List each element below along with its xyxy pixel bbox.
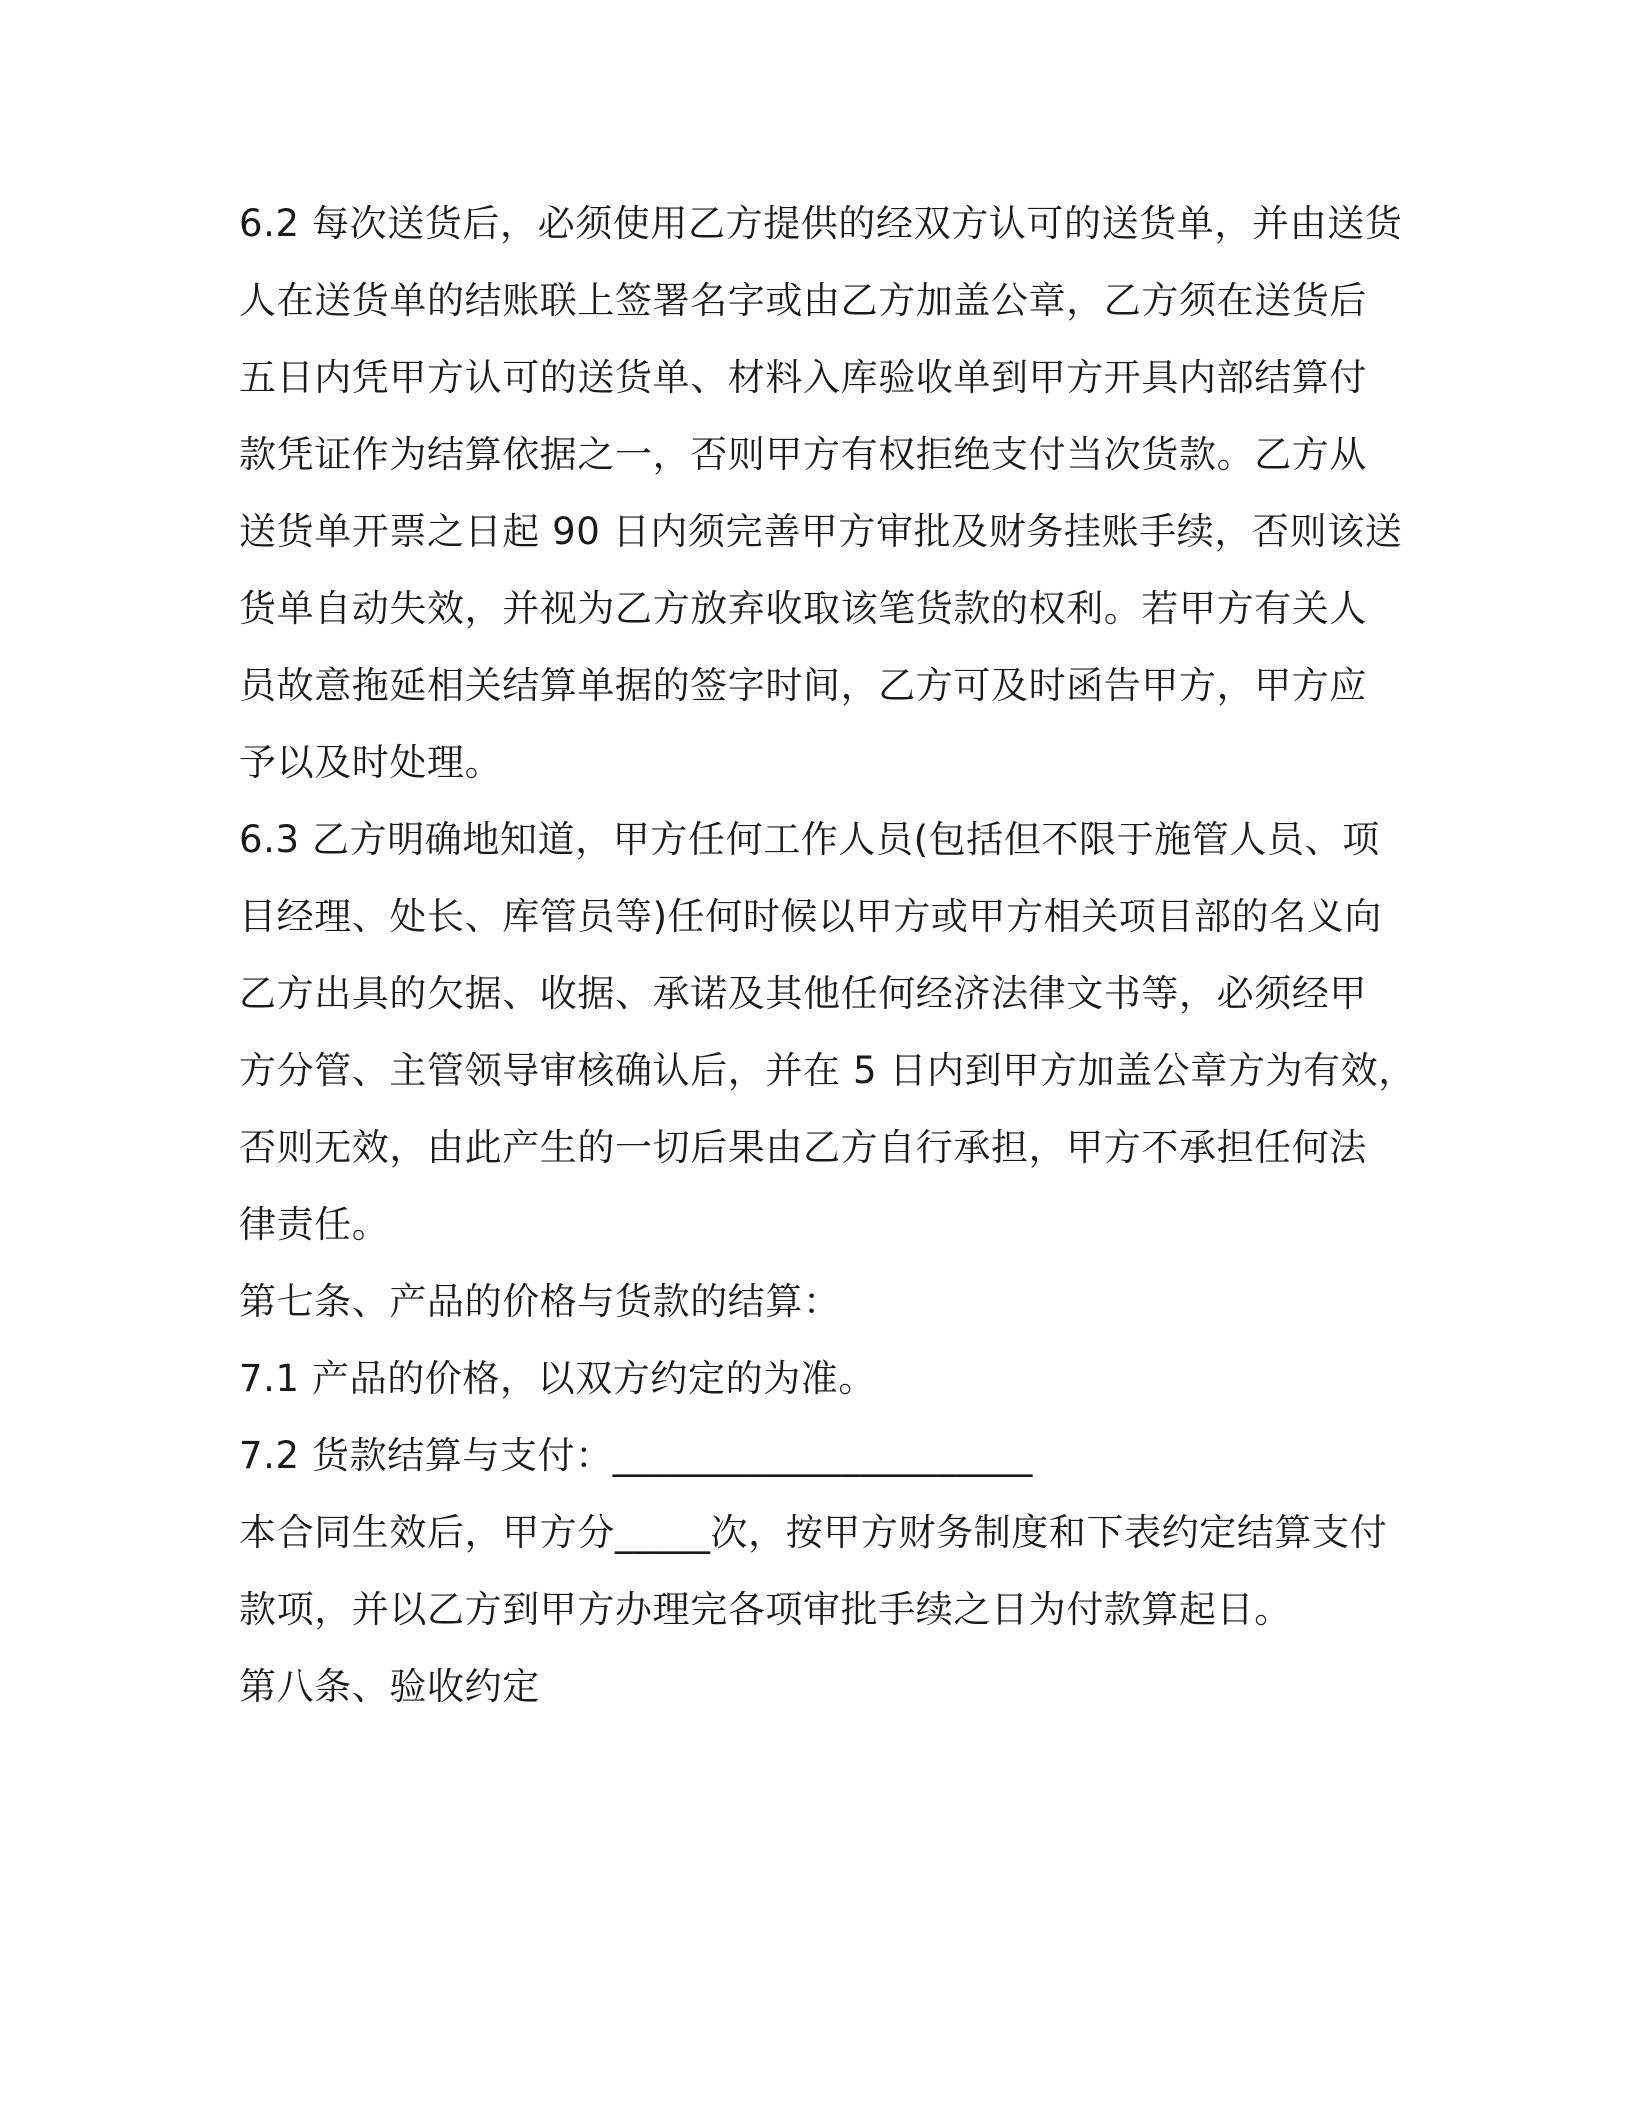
clause-6-2-line-4: 款凭证作为结算依据之一，否则甲方有权拒绝支付当次货款。乙方从 xyxy=(239,433,1367,476)
clause-6-3-line-6: 律责任。 xyxy=(239,1203,390,1246)
payment-terms-line-2: 款项，并以乙方到甲方办理完各项审批手续之日为付款算起日。 xyxy=(239,1588,1292,1631)
clause-6-3-line-3: 乙方出具的欠据、收据、承诺及其他任何经济法律文书等，必须经甲 xyxy=(239,972,1367,1015)
clause-6-2-line-6: 货单自动失效，并视为乙方放弃收取该笔货款的权利。若甲方有关人 xyxy=(239,587,1367,630)
clause-6-3-line-1: 6.3 乙方明确地知道，甲方任何工作人员(包括但不限于施管人员、项 xyxy=(239,818,1380,861)
document-body xyxy=(239,185,1416,1725)
clause-6-3-line-5: 否则无效，由此产生的一切后果由乙方自行承担，甲方不承担任何法 xyxy=(239,1126,1367,1169)
article-8-heading: 第八条、验收约定 xyxy=(239,1665,540,1708)
payment-terms-line-1: 本合同生效后，甲方分_____次，按甲方财务制度和下表约定结算支付 xyxy=(239,1511,1388,1554)
clause-6-2-line-8: 予以及时处理。 xyxy=(239,741,503,784)
article-7-heading: 第七条、产品的价格与货款的结算： xyxy=(239,1280,841,1323)
clause-6-2-line-5: 送货单开票之日起 90 日内须完善甲方审批及财务挂账手续，否则该送 xyxy=(239,510,1403,553)
clause-6-2-line-7: 员故意拖延相关结算单据的签字时间，乙方可及时函告甲方，甲方应 xyxy=(239,664,1367,707)
clause-7-1: 7.1 产品的价格，以双方约定的为准。 xyxy=(239,1357,877,1400)
clause-6-2-line-1: 6.2 每次送货后，必须使用乙方提供的经双方认可的送货单，并由送货 xyxy=(239,202,1403,245)
clause-6-2-line-3: 五日内凭甲方认可的送货单、材料入库验收单到甲方开具内部结算付 xyxy=(239,356,1367,399)
clause-6-3-line-2: 目经理、处长、库管员等)任何时候以甲方或甲方相关项目部的名义向 xyxy=(239,895,1383,938)
clause-6-3-line-4: 方分管、主管领导审核确认后，并在 5 日内到甲方加盖公章方为有效， xyxy=(239,1049,1416,1092)
clause-7-2: 7.2 货款结算与支付：______________________ xyxy=(239,1434,1034,1477)
clause-6-2-line-2: 人在送货单的结账联上签署名字或由乙方加盖公章，乙方须在送货后 xyxy=(239,279,1367,322)
